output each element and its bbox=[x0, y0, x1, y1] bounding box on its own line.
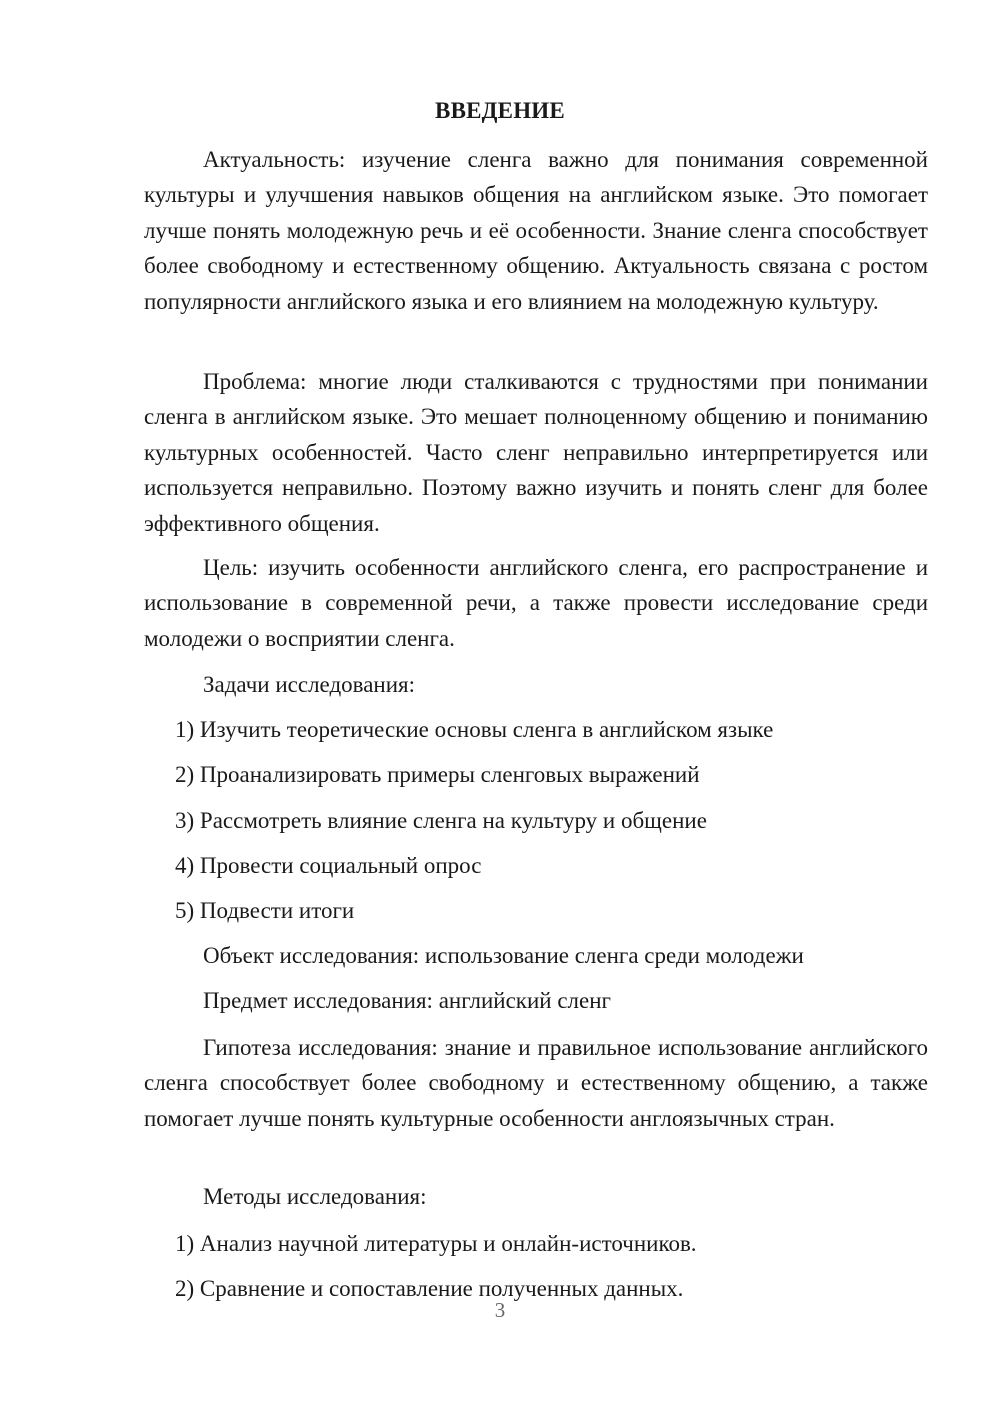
method-item: 1) Анализ научной литературы и онлайн-источников. bbox=[175, 1231, 697, 1256]
page-number: 3 bbox=[494, 1298, 506, 1322]
problem-paragraph: Проблема: многие люди сталкиваются с трудностями при понимании сленга в английском языке. Это мешает полноценному общению и пониманию культурных особенностей. Часто сленг неправильно интерпретируется или используется неправильно. Поэтому важно изучить и понять сленг для более эффективного общения. bbox=[144, 369, 928, 536]
task-item: 5) Подвести итоги bbox=[175, 898, 355, 923]
hypothesis-paragraph: Гипотеза исследования: знание и правильное использование английского сленга способствует более свободному и естественному общению, а также помогает лучше понять культурные особенности англоязычных стран. bbox=[144, 1035, 928, 1131]
research-subject: Предмет исследования: английский сленг bbox=[203, 988, 611, 1013]
task-item: 1) Изучить теоретические основы сленга в английском языке bbox=[175, 717, 774, 742]
task-item: 3) Рассмотреть влияние сленга на культуру и общение bbox=[175, 808, 707, 833]
research-object: Объект исследования: использование сленга среди молодежи bbox=[203, 943, 804, 968]
section-title: ВВЕДЕНИЕ bbox=[435, 98, 565, 123]
method-item: 2) Сравнение и сопоставление полученных данных. bbox=[175, 1276, 684, 1301]
task-item: 2) Проанализировать примеры сленговых выражений bbox=[175, 762, 700, 787]
relevance-paragraph: Актуальность: изучение сленга важно для понимания современной культуры и улучшения навыков общения на английском языке. Это помогает лучше понять молодежную речь и её особенности. Знание сленга способствует более свободному и естественному общению. Актуальность связана с ростом популярности английского языка и его влиянием на молодежную культуру. bbox=[144, 147, 928, 314]
methods-heading: Методы исследования: bbox=[203, 1184, 427, 1209]
tasks-heading: Задачи исследования: bbox=[203, 672, 416, 697]
task-item: 4) Провести социальный опрос bbox=[175, 853, 482, 878]
goal-paragraph: Цель: изучить особенности английского сленга, его распространение и использование в современной речи, а также провести исследование среди молодежи о восприятии сленга. bbox=[144, 555, 928, 651]
